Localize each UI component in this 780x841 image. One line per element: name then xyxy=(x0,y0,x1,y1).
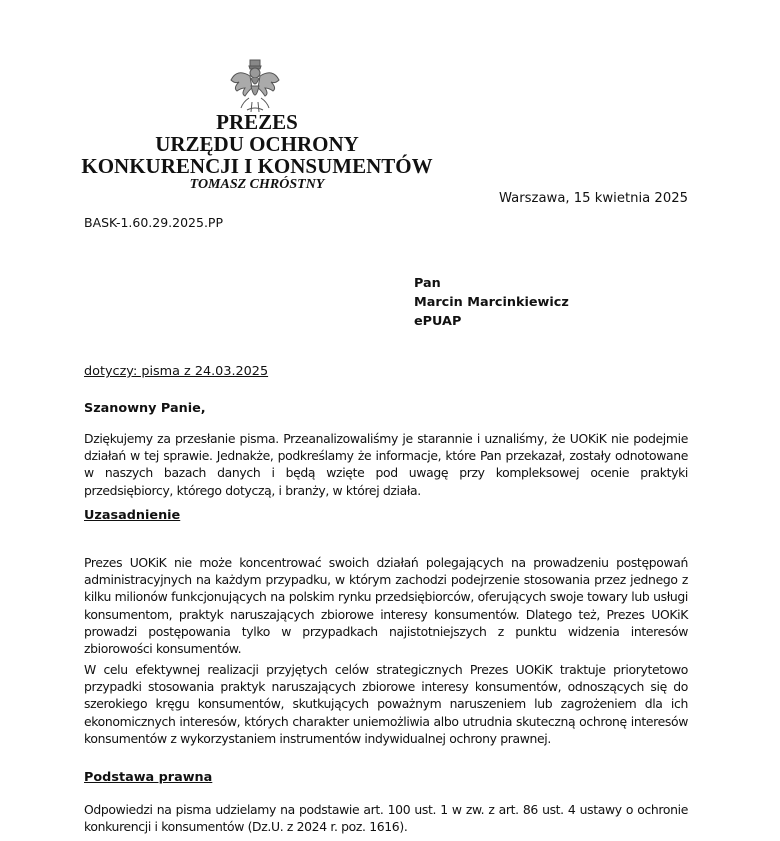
reference-number: BASK-1.60.29.2025.PP xyxy=(84,215,224,230)
letterhead-title: PREZES xyxy=(216,110,298,134)
letterhead-name: TOMASZ CHRÓSTNY xyxy=(189,177,325,192)
justification-paragraph-2: W celu efektywnej realizacji przyjętych celów strategicznych Prezes UOKiK traktuje priorytetowo przypadki stosowania praktyk naruszających zbiorowe interesy konsumentów, odnoszących się do szerokiego kręgu konsumentów, skutkujących poważnym naruszeniem lub zagrożeniem dla ich ekonomicznych interesów, których charakter uniemożliwia albo utrudnia skuteczną ochronę interesów konsumentów z wykorzystaniem instrumentów indywidualnej ochrony prawnej. xyxy=(84,662,688,746)
intro-paragraph: Dziękujemy za przesłanie pisma. Przeanalizowaliśmy je starannie i uznaliśmy, że UOKiK nie podejmie działań w tej sprawie. Jednakże, podkreślamy że informacje, które Pan przekazał, zostały odnotowane w naszych bazach danych i będą wzięte pod uwagę przy kompleksowej ocenie praktyki przedsiębiorcy, którego dotyczą, i branży, w której działa. xyxy=(84,431,688,498)
justification-paragraph-1: Prezes UOKiK nie może koncentrować swoich działań polegających na prowadzeniu postępowań administracyjnych na każdym przypadku, w którym zachodzi podejrzenie stosowania przez jednego z kilku milionów funkcjonujących na polskim rynku przedsiębiorców, oferujących swoje towary lub usługi konsumentom, praktyk naruszających zbiorowe interesy konsumentów. Dlatego też, Prezes UOKiK prowadzi postępowania tylko w przypadkach najistotniejszych z punktu widzenia interesów zbiorowości konsumentów. xyxy=(84,555,688,657)
place-date: Warszawa, 15 kwietnia 2025 xyxy=(498,191,688,206)
recipient-block xyxy=(414,274,569,331)
section-heading-legal-basis: Podstawa prawna xyxy=(84,770,213,785)
subject-line: dotyczy: pisma z 24.03.2025 xyxy=(84,364,269,379)
legal-basis-paragraph: Odpowiedzi na pisma udzielamy na podstawie art. 100 ust. 1 w zw. z art. 86 ust. 4 ustawy o ochronie konkurencji i konsumentów (Dz.U. z 2024 r. poz. 1616). xyxy=(84,802,688,835)
greeting: Szanowny Panie, xyxy=(84,401,206,416)
recipient-salutation: Pan xyxy=(414,276,441,291)
letterhead-office-cont: KONKURENCJI I KONSUMENTÓW xyxy=(81,154,433,178)
section-heading-justification: Uzasadnienie xyxy=(84,508,181,523)
recipient-name: Marcin Marcinkiewicz xyxy=(414,295,569,310)
recipient-channel: ePUAP xyxy=(414,314,462,329)
letterhead-office: URZĘDU OCHRONY xyxy=(155,132,359,156)
polish-eagle-emblem-icon xyxy=(229,58,281,114)
